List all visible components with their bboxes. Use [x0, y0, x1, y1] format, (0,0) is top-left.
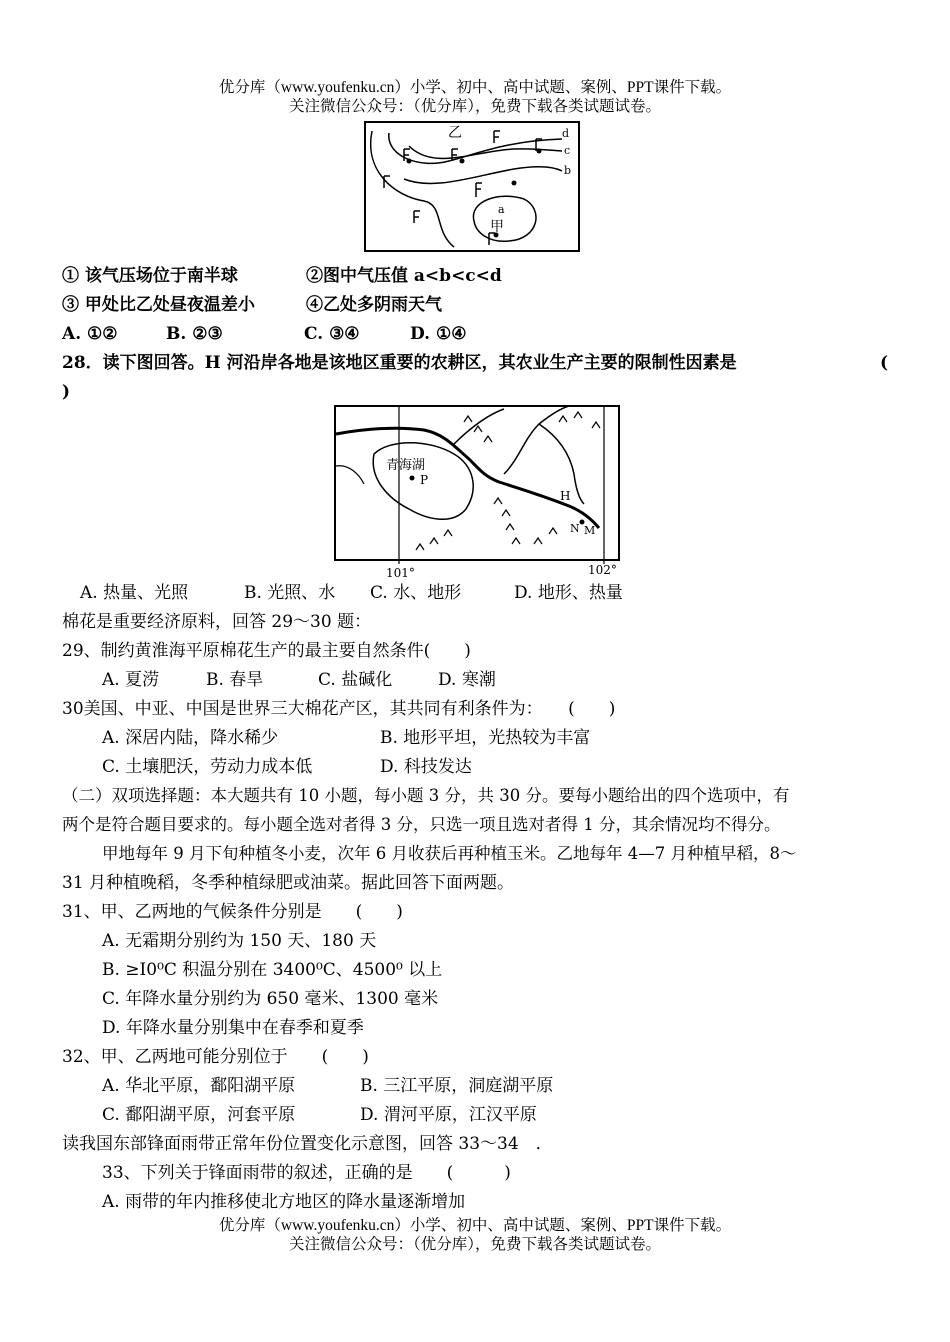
q28-stem: 28．读下图回答。H 河沿岸各地是该地区重要的农耕区，其农业生产主要的限制性因素是 — [62, 353, 737, 373]
label-jia: 甲 — [490, 219, 504, 235]
point-n-label: N — [570, 522, 580, 535]
q27-option-b: B. ②③ — [166, 324, 223, 344]
q27-statement-2: ②图中气压值 a<b<c<d — [306, 266, 502, 286]
q29-option-d: D. 寒潮 — [438, 670, 496, 690]
intro-29-30: 棉花是重要经济原料，回答 29～30 题： — [62, 612, 372, 632]
q32-stem: 32、甲、乙两地可能分别位于 ( ) — [62, 1047, 369, 1067]
q30-option-c: C. 土壤肥沃，劳动力成本低 — [102, 757, 313, 777]
label-c: c — [564, 144, 571, 157]
q27-option-d: D. ①④ — [410, 324, 467, 344]
q28-option-c: C. 水、地形 — [370, 583, 462, 603]
label-a: a — [498, 203, 505, 216]
q27-statement-1: ① 该气压场位于南半球 — [62, 266, 238, 286]
q29-stem: 29、制约黄淮海平原棉花生产的最主要自然条件( ) — [62, 641, 471, 661]
q28-option-a: A. 热量、光照 — [80, 583, 189, 603]
header-line-2: 关注微信公众号：（优分库），免费下载各类试题试卷。 — [288, 98, 661, 115]
q30-option-b: B. 地形平坦，光热较为丰富 — [380, 728, 591, 748]
q32-option-a: A. 华北平原，鄱阳湖平原 — [102, 1076, 296, 1096]
qinghai-map-figure — [334, 404, 624, 582]
q31-option-d: D. 年降水量分别集中在春季和夏季 — [102, 1018, 364, 1038]
point-m-label: M — [584, 524, 596, 537]
lake-label: 青海湖 — [386, 458, 426, 473]
q31-option-c: C. 年降水量分别约为 650 毫米、1300 毫米 — [102, 989, 439, 1009]
q31-option-a: A. 无霜期分别约为 150 天、180 天 — [102, 931, 377, 951]
q27-statement-4: ④乙处多阴雨天气 — [306, 295, 442, 315]
q28-paren-close: ) — [62, 382, 71, 402]
q31-stem: 31、甲、乙两地的气候条件分别是 ( ) — [62, 902, 403, 922]
q30-option-a: A. 深居内陆，降水稀少 — [102, 728, 279, 748]
q31-option-b: B. ≥I0⁰C 积温分别在 3400⁰C、4500⁰ 以上 — [102, 960, 443, 980]
q28-paren-open: ( — [880, 353, 889, 373]
q33-stem: 33、下列关于锋面雨带的叙述，正确的是 ( ) — [102, 1163, 511, 1183]
pressure-field-figure — [364, 121, 580, 252]
label-b: b — [564, 164, 572, 177]
q27-option-c: C. ③④ — [304, 324, 360, 344]
q33-option-a: A. 雨带的年内推移使北方地区的降水量逐渐增加 — [102, 1192, 466, 1212]
longitude-101: 101° — [386, 566, 415, 580]
header-line-1: 优分库（www.youfenku.cn）小学、初中、高中试题、案例、PPT课件下载。 — [218, 79, 732, 96]
q29-option-b: B. 春旱 — [206, 670, 264, 690]
label-d: d — [562, 127, 570, 140]
footer-line-1: 优分库（www.youfenku.cn）小学、初中、高中试题、案例、PPT课件下载。 — [218, 1217, 732, 1234]
q27-statement-3: ③ 甲处比乙处昼夜温差小 — [62, 295, 255, 315]
q30-option-d: D. 科技发达 — [380, 757, 472, 777]
footer-line-2: 关注微信公众号：（优分库），免费下载各类试题试卷。 — [288, 1236, 661, 1253]
section2-line-2: 两个是符合题目要求的。每小题全选对者得 3 分，只选一项且选对者得 1 分，其余情况均不得分。 — [62, 815, 781, 834]
section2-line-1: （二）双项选择题：本大题共有 10 小题，每小题 3 分，共 30 分。要每小题给出的四个选项中，有 — [62, 786, 790, 805]
q27-option-a: A. ①② — [62, 324, 118, 344]
q28-option-d: D. 地形、热量 — [514, 583, 623, 603]
passage-line-1: 甲地每年 9 月下旬种植冬小麦，次年 6 月收获后再种植玉米。乙地每年 4—7 月种植早稻，8～ — [102, 844, 797, 863]
q32-option-c: C. 鄱阳湖平原，河套平原 — [102, 1105, 296, 1125]
q32-option-b: B. 三江平原，洞庭湖平原 — [360, 1076, 554, 1096]
passage-line-2: 31 月种植晚稻，冬季种植绿肥或油菜。据此回答下面两题。 — [62, 873, 515, 893]
label-yi: 乙 — [448, 125, 462, 141]
q28-option-b: B. 光照、水 — [244, 583, 336, 603]
q29-option-a: A. 夏涝 — [102, 670, 160, 690]
longitude-102: 102° — [588, 563, 617, 577]
q30-stem: 30美国、中亚、中国是世界三大棉花产区，其共同有利条件为： ( ) — [62, 699, 616, 719]
river-h-label: H — [560, 489, 571, 503]
point-p-label: P — [420, 473, 429, 487]
q29-option-c: C. 盐碱化 — [318, 670, 393, 690]
intro-33-34: 读我国东部锋面雨带正常年份位置变化示意图，回答 33～34 ． — [62, 1134, 553, 1154]
q32-option-d: D. 渭河平原，江汉平原 — [360, 1105, 537, 1125]
